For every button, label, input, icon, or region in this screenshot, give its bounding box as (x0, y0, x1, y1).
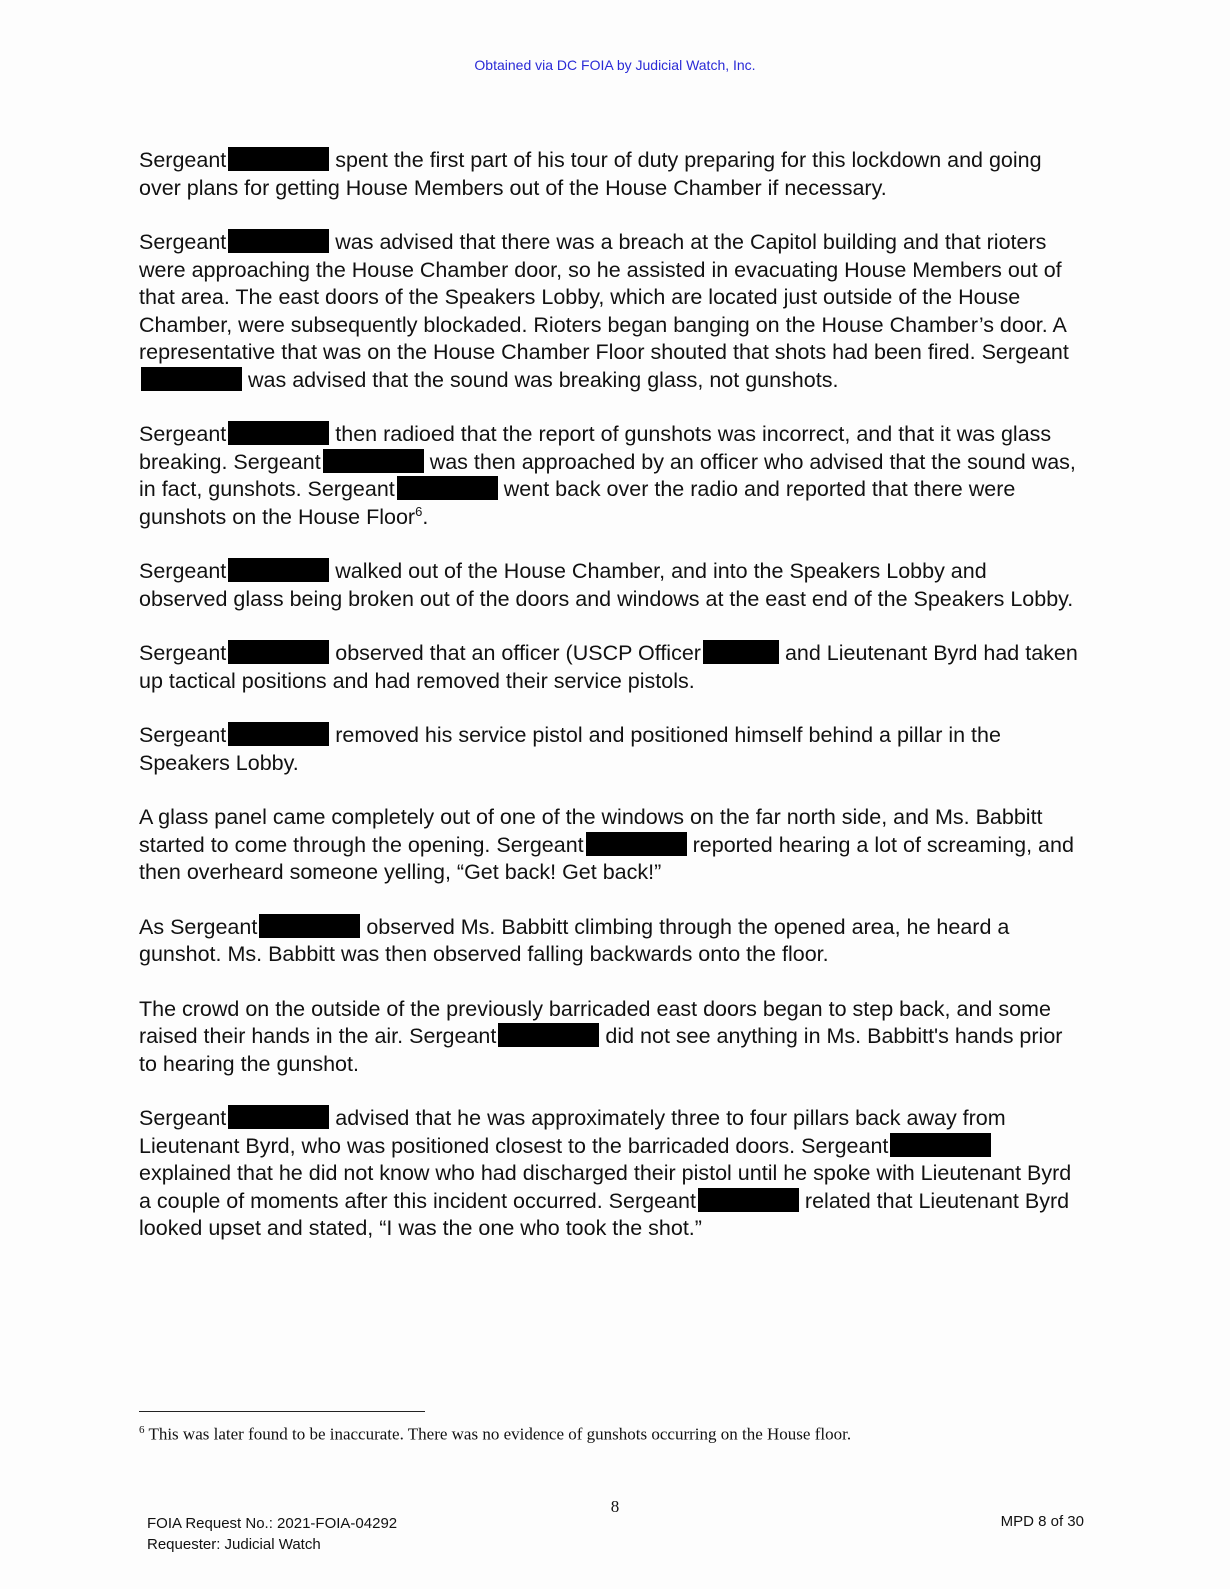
paragraph-text: observed Ms. Babbitt climbing through the opened area, he heard a gunshot. Ms. Babbitt was then observed falling backwards onto the floor. (139, 914, 1010, 966)
redaction-box (703, 640, 779, 664)
paragraph-text: was then approached by an officer who advised that the sound was, in fact, gunshots. Sergeant (139, 449, 1076, 501)
paragraph-text: was advised that the sound was breaking glass, not gunshots. (248, 367, 839, 392)
paragraph-text: reported hearing a lot of screaming, and then overheard someone yelling, “Get back! Get back!” (139, 832, 1074, 884)
paragraph (139, 421, 1079, 531)
paragraph-text: observed that an officer (USCP Officer (335, 641, 701, 665)
redaction-box (228, 722, 329, 746)
footer-request-info (147, 1513, 397, 1555)
paragraph (139, 640, 1079, 695)
paragraph (139, 229, 1079, 394)
paragraph-text: removed his service pistol and positioned himself behind a pillar in the Speakers Lobby. (139, 723, 1001, 775)
paragraph-text: did not see anything in Ms. Babbitt's hands prior to hearing the gunshot. (139, 1024, 1063, 1076)
paragraph-text: As Sergeant (139, 914, 258, 939)
footnote (139, 1424, 1099, 1445)
footnote-reference: 6 (415, 503, 423, 519)
page-number: 8 (610, 1497, 620, 1516)
redaction-box (228, 229, 329, 253)
redaction-box (698, 1188, 799, 1212)
redaction-box (323, 449, 424, 473)
paragraph-text: then radioed that the report of gunshots was incorrect, and that it was glass breaking. Sergeant (139, 422, 1052, 474)
redaction-box (228, 421, 329, 445)
paragraph-text: Sergeant (139, 723, 227, 747)
paragraph (139, 147, 1079, 202)
paragraph-text: was advised that there was a breach at the Capitol building and that rioters were approaching the House Chamber door, so he assisted in evacuating House Members out of that area. The east doors of the Speakers Lobby, which are located just outside of the House Chamber, were subsequently blockaded. Rioters began banging on the House Chamber’s door. A representative that was on the House Chamber Floor shouted that shots had been fired. Sergeant (139, 230, 1069, 364)
footnote-divider (139, 1411, 425, 1412)
paragraph-text: related that Lieutenant Byrd looked upset and stated, “I was the one who took the shot.” (139, 1188, 1070, 1240)
paragraph-text: A glass panel came completely out of one of the windows on the far north side, and Ms. Babbitt started to come through the opening. Sergeant (139, 805, 1043, 857)
footnote-number: 6 (139, 1424, 145, 1436)
document-body (139, 147, 1079, 1270)
redaction-box (890, 1133, 991, 1157)
redaction-box (259, 914, 360, 938)
redaction-box (586, 832, 687, 856)
paragraph-text: explained that he did not know who had discharged their pistol until he spoke with Lieutenant Byrd a couple of moments after this incident occurred. Sergeant (139, 1161, 1072, 1213)
paragraph-text: advised that he was approximately three to four pillars back away from Lieutenant Byrd, who was positioned closest to the barricaded doors. Sergeant (139, 1106, 1006, 1158)
paragraph-text: Sergeant (139, 148, 227, 172)
paragraph-text: walked out of the House Chamber, and into the Speakers Lobby and observed glass being broken out of the doors and windows at the east end of the Speakers Lobby. (139, 559, 1074, 611)
requester: Requester: Judicial Watch (147, 1536, 321, 1553)
paragraph-text: spent the first part of his tour of duty preparing for this lockdown and going over plans for getting House Members out of the House Chamber if necessary. (139, 148, 1042, 200)
paragraph-text: Sergeant (139, 422, 227, 446)
paragraph-text: Sergeant (139, 230, 227, 254)
foia-watermark: Obtained via DC FOIA by Judicial Watch, Inc. (474, 57, 756, 73)
redaction-box (228, 640, 329, 664)
paragraph-text: Sergeant (139, 641, 227, 665)
redaction-box (228, 558, 329, 582)
redaction-box (498, 1023, 599, 1047)
paragraph (139, 1105, 1079, 1243)
redaction-box (228, 147, 329, 171)
paragraph-text: Sergeant (139, 559, 227, 583)
paragraph (139, 722, 1079, 777)
paragraph (139, 804, 1079, 887)
footnote-text: This was later found to be inaccurate. There was no evidence of gunshots occurring on the House floor. (148, 1424, 852, 1444)
paragraph (139, 996, 1079, 1079)
redaction-box (228, 1105, 329, 1129)
paragraph-text: . (422, 504, 429, 529)
paragraph-text: Sergeant (139, 1106, 227, 1130)
paragraph (139, 914, 1079, 969)
footer-page-of: MPD 8 of 30 (1000, 1513, 1084, 1530)
foia-request-number: FOIA Request No.: 2021-FOIA-04292 (147, 1515, 398, 1532)
redaction-box (141, 367, 242, 391)
paragraph-text: The crowd on the outside of the previously barricaded east doors began to step back, and some raised their hands in the air. Sergeant (139, 996, 1051, 1048)
paragraph-text: went back over the radio and reported that there were gunshots on the House Floor (139, 477, 1016, 529)
paragraph-text: and Lieutenant Byrd had taken up tactical positions and had removed their service pistols. (139, 641, 1078, 693)
paragraph (139, 558, 1079, 613)
redaction-box (397, 476, 498, 500)
